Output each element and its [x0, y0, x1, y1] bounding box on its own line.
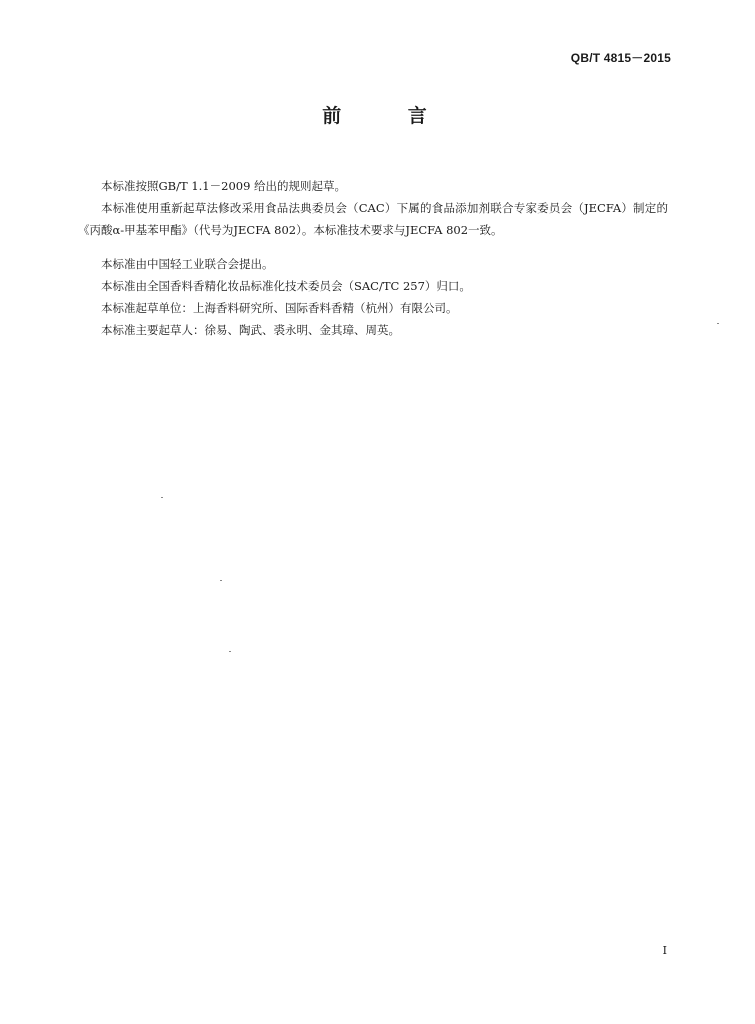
paragraph-drafting-rules: 本标准按照GB/T 1.1－2009 给出的规则起草。: [101, 179, 347, 193]
page-title: 前 言: [322, 105, 457, 127]
paragraph-committee: 本标准由全国香料香精化妆品标准化技术委员会（SAC/TC 257）归口。: [101, 279, 471, 293]
paragraph-adoption: 本标准使用重新起草法修改采用食品法典委员会（CAC）下属的食品添加剂联合专家委员会（JECFA）制定的《丙酸α-甲基苯甲酯》（代号为JECFA 802）。本标准技术要求与JECFA 802一致。: [78, 201, 668, 237]
standard-code: QB/T 4815－2015: [570, 51, 671, 65]
paragraph-drafters: 本标准主要起草人：徐易、陶武、裘永明、金其璋、周英。: [101, 323, 400, 337]
scan-speck: [161, 497, 163, 498]
paragraph-drafting-units: 本标准起草单位：上海香料研究所、国际香料香精（杭州）有限公司。: [101, 301, 458, 315]
scan-speck: [229, 651, 231, 652]
foreword-block-2: [78, 253, 668, 341]
foreword-block-1: [78, 175, 668, 241]
scan-speck: [220, 580, 222, 581]
paragraph-proposer: 本标准由中国轻工业联合会提出。: [101, 257, 274, 271]
scan-speck: [717, 323, 719, 324]
page-number: I: [662, 944, 667, 957]
